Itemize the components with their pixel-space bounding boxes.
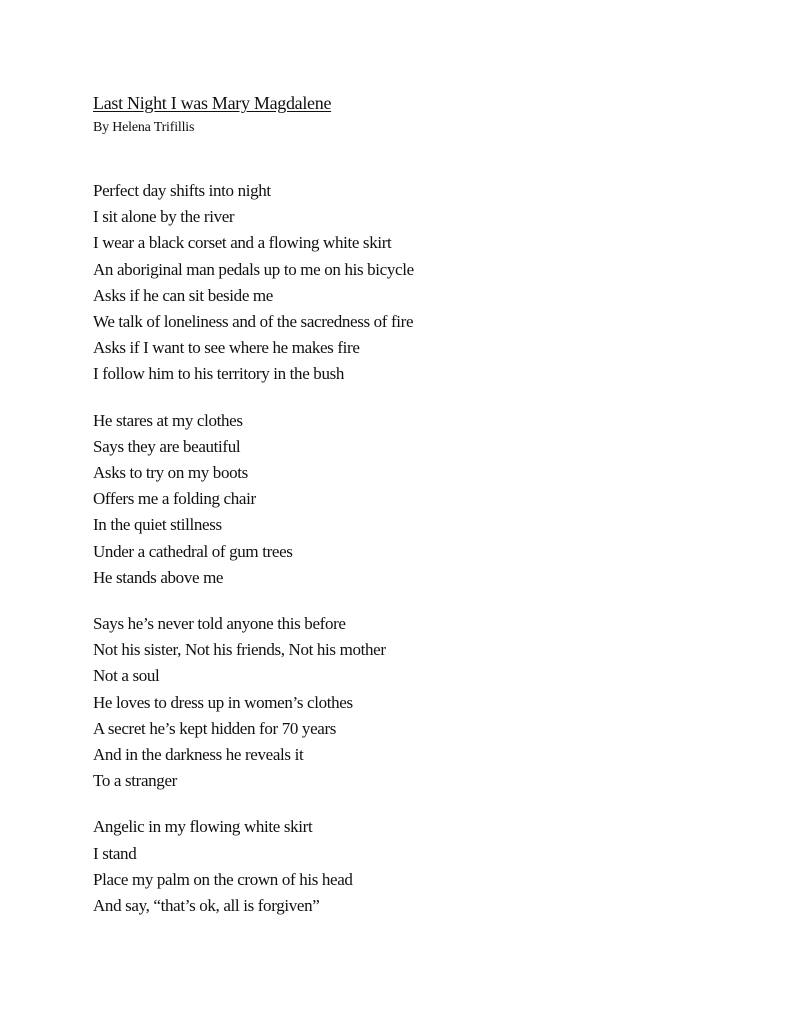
poem-line: Says they are beautiful [93, 436, 241, 456]
poem-line: He stands above me [93, 567, 224, 587]
poem-line: We talk of loneliness and of the sacredness of fire [93, 312, 414, 332]
poem-line: Place my palm on the crown of his head [93, 869, 353, 889]
poem-line: Offers me a folding chair [93, 489, 256, 509]
poem-line: He stares at my clothes [93, 410, 243, 430]
poem-author: By Helena Trifillis [93, 120, 195, 135]
poem-line: I wear a black corset and a flowing white skirt [93, 233, 392, 253]
poem-line: I sit alone by the river [93, 207, 235, 227]
poem-line: And say, “that’s ok, all is forgiven” [93, 896, 320, 916]
stanza-3 [93, 611, 713, 794]
poem-line: He loves to dress up in women’s clothes [93, 692, 353, 712]
poem-body [93, 178, 713, 939]
poem-line: Under a cathedral of gum trees [93, 541, 293, 561]
poem-line: Asks if he can sit beside me [93, 285, 273, 305]
poem-line: Perfect day shifts into night [93, 181, 271, 200]
poem-line: I stand [93, 843, 137, 863]
poem-line: Angelic in my flowing white skirt [93, 817, 313, 837]
poem-line: Not his sister, Not his friends, Not his mother [93, 640, 386, 660]
poem-line: In the quiet stillness [93, 515, 222, 535]
stanza-4 [93, 814, 713, 919]
poem-line: A secret he’s kept hidden for 70 years [93, 718, 337, 738]
poem-line: Not a soul [93, 666, 160, 686]
poem-line: To a stranger [93, 771, 177, 791]
poem-line: An aboriginal man pedals up to me on his bicycle [93, 259, 414, 279]
stanza-2 [93, 408, 713, 591]
poem-line: Says he’s never told anyone this before [93, 614, 346, 634]
poem-line: I follow him to his territory in the bush [93, 364, 345, 384]
poem-line: And in the darkness he reveals it [93, 745, 304, 765]
poem-line: Asks to try on my boots [93, 463, 248, 483]
poem-line: Asks if I want to see where he makes fire [93, 338, 360, 358]
stanza-1 [93, 178, 713, 388]
poem-title: Last Night I was Mary Magdalene [93, 93, 332, 113]
